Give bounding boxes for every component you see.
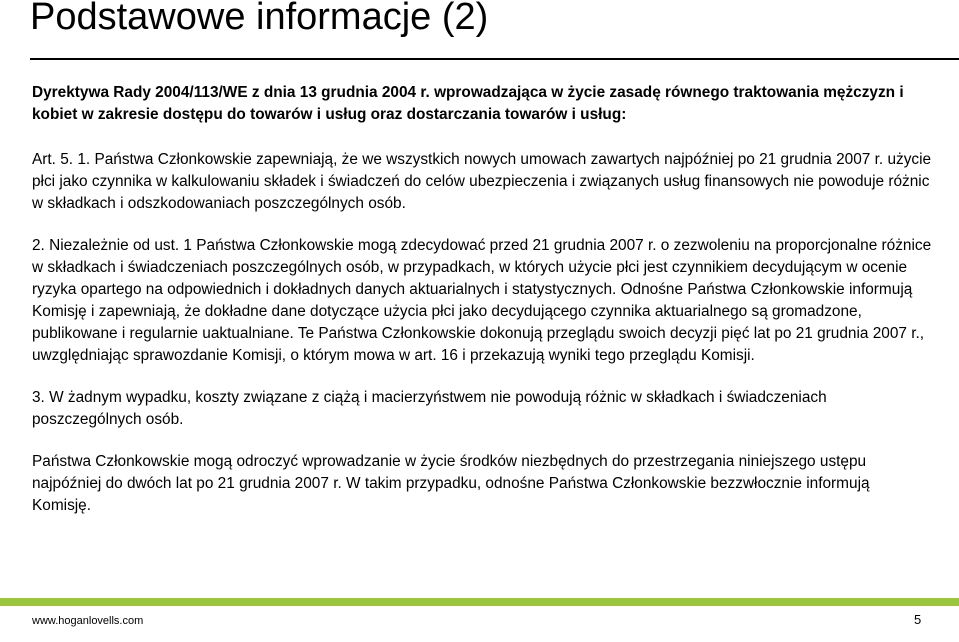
page-number: 5 — [914, 612, 922, 627]
article-paragraph-2: 2. Niezależnie od ust. 1 Państwa Członkowskie mogą zdecydować przed 21 grudnia 2007 r. o zezwoleniu na proporcjonalne różnice w składkach i świadczeniach poszczególnych osób, w przypadkach, w których użycie płci jest czynnikiem decydującym w ocenie ryzyka opartego na odpowiednich i dokładnych danych aktuarialnych i statystycznych. Odnośne Państwa Członkowskie informują Komisję i zapewniają, że dokładne dane dotyczące użycia płci jako decydującego czynnika aktuarialnego są gromadzone, publikowane i regularnie uaktualniane. Te Państwa Członkowskie dokonują przeglądu swoich decyzji pięć lat po 21 grudnia 2007 r., uwzględniając sprawozdanie Komisji, o którym mowa w art. 16 i przekazują wyniki tego przeglądu Komisji. — [32, 237, 932, 364]
title-divider — [30, 58, 959, 60]
spacer — [32, 215, 932, 235]
footer-website-link[interactable]: www.hoganlovells.com — [32, 615, 144, 627]
slide-body — [32, 82, 932, 517]
spacer — [32, 126, 932, 149]
article-paragraph-3: 3. W żadnym wypadku, koszty związane z ciążą i macierzyństwem nie powodują różnic w składkach i świadczeniach poszczególnych osób. — [32, 389, 827, 428]
spacer — [32, 431, 932, 451]
footer-accent-bar — [0, 598, 959, 606]
article-paragraph-4: Państwa Członkowskie mogą odroczyć wprowadzanie w życie środków niezbędnych do przestrzegania niniejszego ustępu najpóźniej do dwóch lat po 21 grudnia 2007 r. W takim przypadku, odnośne Państwa Członkowskie bezzwłocznie informują Komisję. — [32, 453, 870, 514]
article-paragraph-1: Art. 5. 1. Państwa Członkowskie zapewniają, że we wszystkich nowych umowach zawartych najpóźniej po 21 grudnia 2007 r. użycie płci jako czynnika w kalkulowaniu składek i świadczeń do celów ubezpieczenia i związanych usług finansowych nie powoduje różnic w składkach i odszkodowaniach poszczególnych osób. — [32, 151, 932, 212]
slide-title: Podstawowe informacje (2) — [30, 0, 489, 38]
directive-heading: Dyrektywa Rady 2004/113/WE z dnia 13 grudnia 2004 r. wprowadzająca w życie zasadę równego traktowania mężczyzn i kobiet w zakresie dostępu do towarów i usług oraz dostarczania towarów i usług: — [32, 84, 904, 123]
spacer — [32, 367, 932, 387]
